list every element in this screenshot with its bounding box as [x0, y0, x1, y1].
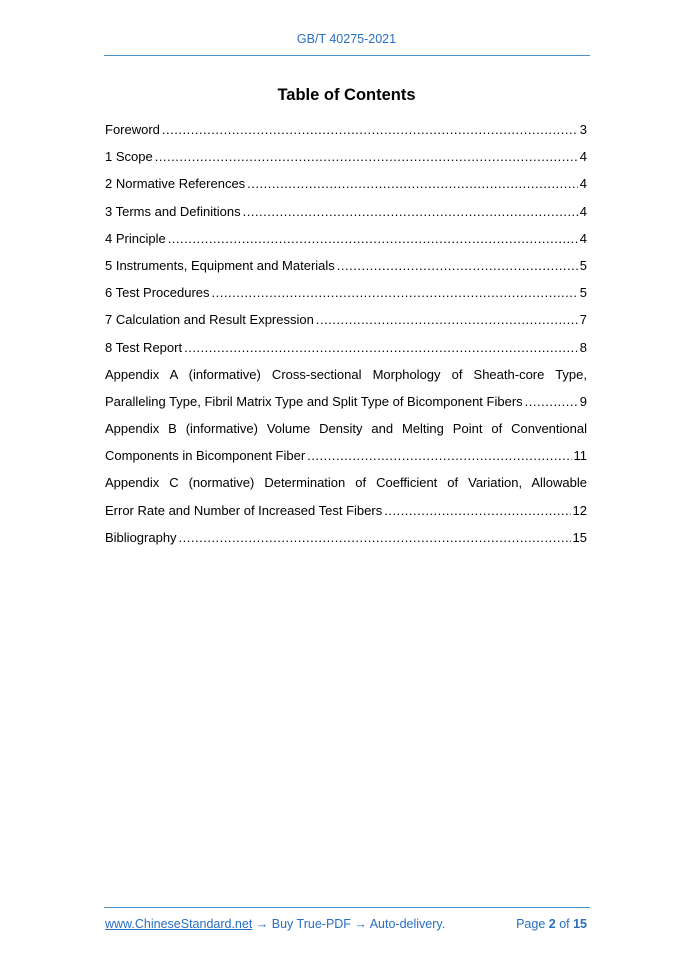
toc-entry-scope[interactable]	[105, 143, 587, 170]
toc-leader	[243, 198, 578, 225]
toc-leader	[184, 334, 578, 361]
toc-page: 12	[572, 502, 587, 518]
toc-label: 8 Test Report	[105, 339, 183, 355]
total-pages: 15	[573, 917, 587, 931]
website-link[interactable]: www.ChineseStandard.net	[105, 917, 253, 931]
toc-page: 9	[579, 393, 587, 409]
toc-label: 3 Terms and Definitions	[105, 203, 241, 219]
toc-entry-appendix-b-line1[interactable]: Appendix B (informative) Volume Density and Melting Point of Conventional	[105, 421, 587, 437]
toc-leader	[525, 388, 578, 415]
toc-label: Foreword	[105, 122, 160, 137]
header-divider	[104, 55, 590, 56]
toc-page: 4	[579, 230, 587, 246]
toc-page: 15	[572, 529, 587, 545]
toc-leader	[307, 442, 571, 469]
toc-entry-appendix-c-line1[interactable]: Appendix C (normative) Determination of Coefficient of Variation, Allowable	[105, 475, 587, 491]
table-of-contents	[105, 116, 587, 551]
document-code: GB/T 40275-2021	[296, 32, 397, 46]
toc-entry-principle[interactable]	[105, 225, 587, 252]
toc-entry-calculation[interactable]	[105, 306, 587, 333]
toc-entry-terms[interactable]	[105, 198, 587, 225]
toc-leader	[168, 225, 578, 252]
toc-page: 4	[579, 203, 587, 219]
toc-page: 4	[579, 149, 587, 165]
toc-page: 7	[579, 312, 587, 328]
toc-leader	[384, 497, 570, 524]
toc-entry-instruments[interactable]	[105, 252, 587, 279]
toc-label: Paralleling Type, Fibril Matrix Type and Split Type of Bicomponent Fibers	[105, 393, 523, 409]
toc-leader	[179, 524, 571, 551]
toc-label: 1 Scope	[105, 149, 153, 165]
toc-entry-test-report[interactable]	[105, 334, 587, 361]
page-title: Table of Contents	[277, 86, 416, 104]
page-of: of	[555, 917, 574, 931]
toc-label: 7 Calculation and Result Expression	[105, 312, 314, 328]
toc-page: 4	[579, 176, 587, 192]
toc-label: Bibliography	[105, 529, 177, 545]
footer-promo	[105, 917, 445, 931]
toc-entry-appendix-a-line1[interactable]: Appendix A (informative) Cross-sectional Morphology of Sheath-core Type,	[105, 366, 587, 382]
toc-entry-appendix-c[interactable]	[105, 497, 587, 524]
page-footer	[105, 917, 587, 931]
toc-page: 5	[579, 257, 587, 273]
toc-page: 11	[573, 448, 587, 464]
toc-leader	[337, 252, 578, 279]
current-page: 2	[548, 917, 556, 931]
toc-page: 5	[579, 285, 587, 301]
toc-entry-normative-references[interactable]	[105, 170, 587, 197]
toc-label: Error Rate and Number of Increased Test Fibers	[105, 502, 383, 518]
toc-page: 3	[579, 122, 587, 137]
toc-entry-appendix-b[interactable]	[105, 442, 587, 469]
page-indicator	[516, 917, 587, 931]
toc-entry-appendix-a[interactable]	[105, 388, 587, 415]
footer-divider	[104, 907, 590, 908]
toc-page: 8	[579, 339, 587, 355]
toc-entry-foreword[interactable]	[105, 116, 587, 143]
page-prefix: Page	[516, 917, 549, 931]
toc-leader	[155, 143, 578, 170]
toc-leader	[247, 170, 578, 197]
toc-entry-test-procedures[interactable]	[105, 279, 587, 306]
toc-label: 5 Instruments, Equipment and Materials	[105, 257, 335, 273]
toc-entry-bibliography[interactable]	[105, 524, 587, 551]
toc-label: 4 Principle	[105, 230, 166, 246]
toc-leader	[316, 306, 578, 333]
toc-leader	[212, 279, 578, 306]
toc-label: Components in Bicomponent Fiber	[105, 448, 306, 464]
toc-leader	[162, 116, 578, 143]
toc-label: 2 Normative References	[105, 176, 246, 192]
promo-text: → Buy True-PDF → Auto-delivery.	[252, 917, 446, 931]
toc-label: 6 Test Procedures	[105, 285, 210, 301]
